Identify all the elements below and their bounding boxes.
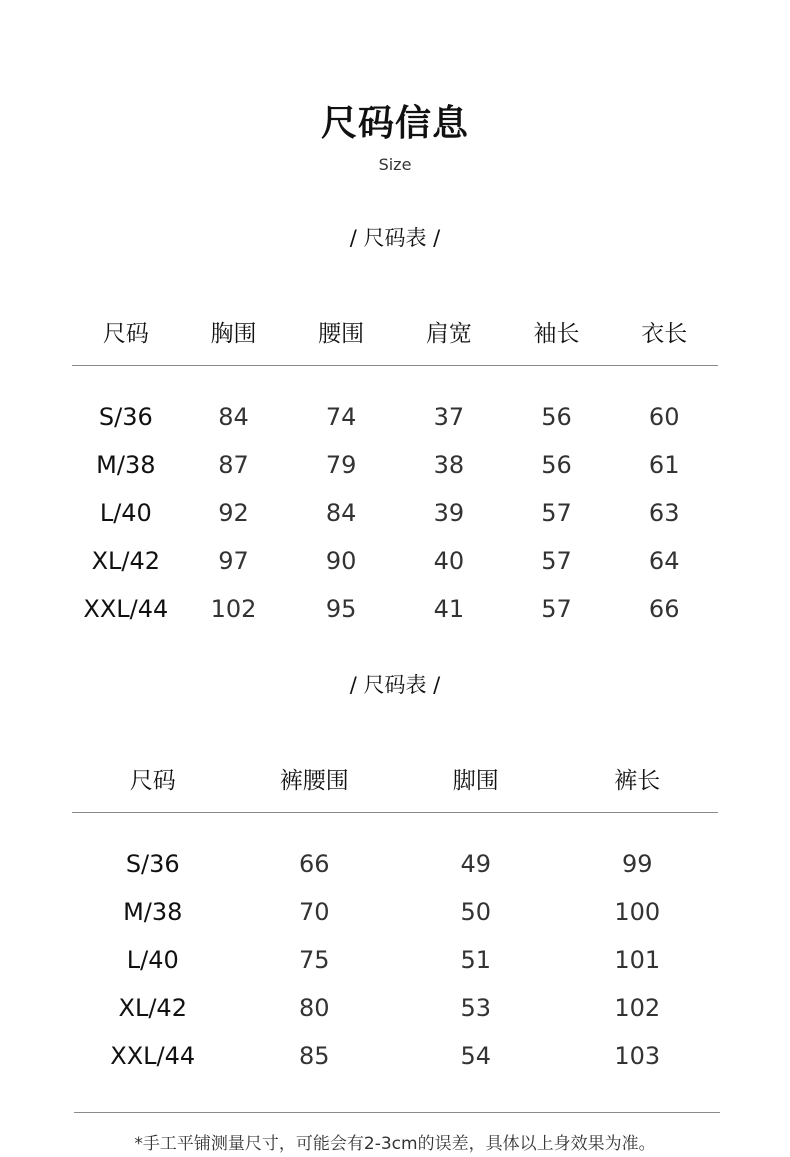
value-cell: 39 bbox=[433, 499, 465, 527]
column-header-pants-waist: 裤腰围 bbox=[279, 768, 349, 794]
value-cell: 56 bbox=[541, 451, 572, 479]
value-cell: 99 bbox=[621, 850, 653, 878]
value-cell: 101 bbox=[614, 946, 661, 974]
value-cell: 102 bbox=[614, 994, 661, 1022]
table-row bbox=[72, 990, 718, 1026]
size-cell: XL/42 bbox=[118, 994, 187, 1022]
value-cell: 92 bbox=[218, 499, 249, 527]
column-header-length: 衣长 bbox=[641, 321, 688, 347]
value-cell: 37 bbox=[433, 403, 465, 431]
value-cell: 49 bbox=[460, 850, 492, 878]
value-cell: 57 bbox=[541, 499, 572, 527]
column-header-shoulder: 肩宽 bbox=[425, 321, 472, 347]
value-cell: 87 bbox=[218, 451, 249, 479]
table-row bbox=[72, 543, 718, 579]
column-header-size: 尺码 bbox=[102, 321, 149, 347]
table-row bbox=[72, 399, 718, 435]
value-cell: 64 bbox=[648, 547, 680, 575]
size-cell: XL/42 bbox=[91, 547, 161, 575]
top-table-section-title: / 尺码表 / bbox=[349, 226, 441, 250]
value-cell: 41 bbox=[433, 595, 465, 623]
footer-divider bbox=[74, 1112, 720, 1113]
value-cell: 97 bbox=[218, 547, 249, 575]
value-cell: 85 bbox=[298, 1042, 330, 1070]
value-cell: 40 bbox=[433, 547, 465, 575]
table-row bbox=[72, 591, 718, 627]
value-cell: 53 bbox=[460, 994, 492, 1022]
bottom-table-divider bbox=[72, 812, 718, 813]
value-cell: 90 bbox=[325, 547, 357, 575]
size-cell: M/38 bbox=[96, 451, 156, 479]
value-cell: 63 bbox=[648, 499, 680, 527]
value-cell: 56 bbox=[541, 403, 572, 431]
value-cell: 100 bbox=[614, 898, 661, 926]
value-cell: 38 bbox=[433, 451, 465, 479]
page-title: 尺码信息 bbox=[320, 103, 469, 144]
value-cell: 80 bbox=[298, 994, 330, 1022]
value-cell: 95 bbox=[325, 595, 357, 623]
column-header-chest: 胸围 bbox=[210, 321, 257, 347]
value-cell: 102 bbox=[210, 595, 257, 623]
value-cell: 66 bbox=[648, 595, 680, 623]
table-row bbox=[72, 942, 718, 978]
size-cell: M/38 bbox=[123, 898, 183, 926]
column-header-size: 尺码 bbox=[129, 768, 176, 794]
column-header-sleeve: 袖长 bbox=[533, 321, 580, 347]
value-cell: 50 bbox=[460, 898, 492, 926]
value-cell: 66 bbox=[298, 850, 330, 878]
value-cell: 84 bbox=[325, 499, 357, 527]
value-cell: 60 bbox=[648, 403, 680, 431]
bottom-table-header bbox=[72, 763, 718, 799]
column-header-waist: 腰围 bbox=[318, 321, 365, 347]
value-cell: 75 bbox=[298, 946, 330, 974]
size-cell: S/36 bbox=[98, 403, 153, 431]
value-cell: 51 bbox=[460, 946, 492, 974]
page-subtitle: Size bbox=[378, 155, 412, 174]
value-cell: 70 bbox=[298, 898, 330, 926]
table-row bbox=[72, 894, 718, 930]
column-header-hem: 脚围 bbox=[452, 768, 499, 794]
table-row bbox=[72, 1038, 718, 1074]
size-cell: L/40 bbox=[126, 946, 179, 974]
size-cell: S/36 bbox=[125, 850, 180, 878]
table-row bbox=[72, 846, 718, 882]
value-cell: 103 bbox=[614, 1042, 661, 1070]
size-cell: XXL/44 bbox=[110, 1042, 196, 1070]
top-table-divider bbox=[72, 365, 718, 366]
table-row bbox=[72, 447, 718, 483]
value-cell: 57 bbox=[541, 547, 572, 575]
value-cell: 61 bbox=[648, 451, 680, 479]
value-cell: 84 bbox=[218, 403, 249, 431]
value-cell: 79 bbox=[325, 451, 357, 479]
value-cell: 74 bbox=[325, 403, 357, 431]
table-row bbox=[72, 495, 718, 531]
value-cell: 54 bbox=[460, 1042, 492, 1070]
value-cell: 57 bbox=[541, 595, 572, 623]
size-cell: XXL/44 bbox=[83, 595, 169, 623]
bottom-table-section-title: / 尺码表 / bbox=[349, 673, 441, 697]
top-table-header bbox=[72, 316, 718, 352]
column-header-pants-length: 裤长 bbox=[614, 768, 661, 794]
footnote: *手工平铺测量尺寸，可能会有2-3cm的误差，具体以上身效果为准。 bbox=[134, 1134, 656, 1154]
size-cell: L/40 bbox=[99, 499, 152, 527]
